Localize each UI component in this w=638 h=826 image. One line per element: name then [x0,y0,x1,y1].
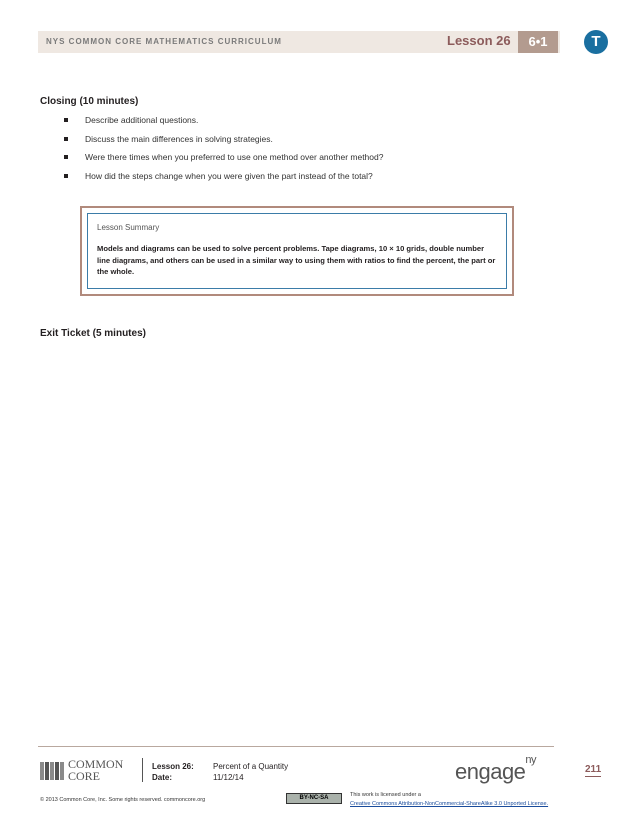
summary-title: Lesson Summary [97,223,160,232]
footer-rule [38,746,554,747]
footer-divider [142,758,143,782]
license-link[interactable]: Creative Commons Attribution-NonCommercial-ShareAlike 3.0 Unported License. [350,801,549,807]
common-core-blocks-icon [40,762,64,780]
bullet-square-icon [64,118,68,122]
footer-date-value: 11/12/14 [213,773,244,782]
bullet-square-icon [64,174,68,178]
teacher-badge-icon: T [584,30,608,54]
common-core-logo: COMMON CORE [68,757,124,783]
list-item: Discuss the main differences in solving strategies. [64,134,383,153]
curriculum-title: NYS COMMON CORE MATHEMATICS CURRICULUM [46,37,282,46]
page-number: 211 [585,764,602,775]
cc-license-badge-icon: BY-NC-SA [286,793,342,804]
list-item: Describe additional questions. [64,115,383,134]
license-text: This work is licensed under a [350,792,421,798]
footer-lesson-label: Lesson 26: [152,762,194,771]
lesson-number: Lesson 26 [447,33,511,48]
bullet-square-icon [64,137,68,141]
summary-text: Models and diagrams can be used to solve percent problems. Tape diagrams, 10 × 10 grids, double number line diagrams, and others can be used in a similar way to using them with ratios to find the percent, the part or the whole. [97,244,496,276]
closing-heading: Closing (10 minutes) [40,96,139,107]
copyright-text: © 2013 Common Core, Inc. Some rights reserved. commoncore.org [40,797,206,803]
exit-ticket-heading: Exit Ticket (5 minutes) [40,328,146,339]
module-label: 6•1 [518,31,558,53]
engageny-logo: engage$^{ny}$ [455,753,537,784]
footer-lesson-title: Percent of a Quantity [213,762,289,771]
list-item: Were there times when you preferred to use one method over another method? [64,152,383,171]
list-item: How did the steps change when you were given the part instead of the total? [64,171,383,190]
footer-date-label: Date: [152,773,173,782]
bullet-square-icon [64,155,68,159]
closing-bullet-list [64,115,383,189]
